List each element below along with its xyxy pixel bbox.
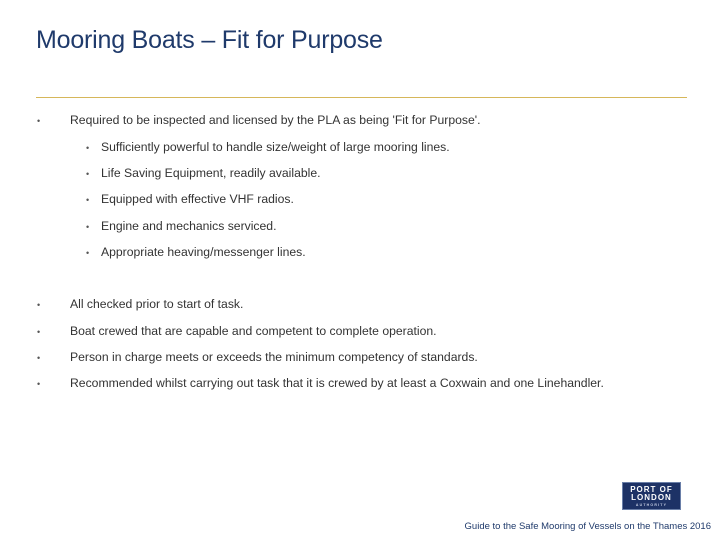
bullet-marker: • xyxy=(37,300,41,310)
bullet-marker: • xyxy=(86,169,90,179)
bullet-item-2: Boat crewed that are capable and competent to complete operation. xyxy=(70,324,437,338)
sub-bullet-3: Equipped with effective VHF radios. xyxy=(101,192,294,206)
bullet-marker: • xyxy=(37,327,41,337)
bullet-marker: • xyxy=(37,353,41,363)
bullet-marker: • xyxy=(86,143,90,153)
logo-line-1: PORT OF xyxy=(630,485,673,494)
sub-bullet-5: Appropriate heaving/messenger lines. xyxy=(101,245,306,259)
bullet-marker: • xyxy=(86,222,90,232)
logo-line-3: AUTHORITY xyxy=(635,503,668,507)
bullet-item-1: All checked prior to start of task. xyxy=(70,297,244,311)
bullet-marker: • xyxy=(86,195,90,205)
title-divider xyxy=(36,97,687,98)
logo-line-2: LONDON xyxy=(631,493,672,502)
slide-title: Mooring Boats – Fit for Purpose xyxy=(36,26,383,54)
port-of-london-authority-logo xyxy=(622,482,681,510)
slide-footer: Guide to the Safe Mooring of Vessels on the Thames 2016 xyxy=(464,521,711,532)
sub-bullet-4: Engine and mechanics serviced. xyxy=(101,219,277,233)
sub-bullet-2: Life Saving Equipment, readily available. xyxy=(101,166,321,180)
bullet-marker: • xyxy=(86,248,90,258)
bullet-marker: • xyxy=(37,379,41,389)
bullet-marker: • xyxy=(37,116,41,126)
sub-bullet-1: Sufficiently powerful to handle size/weight of large mooring lines. xyxy=(101,140,450,154)
bullet-item-4: Recommended whilst carrying out task that it is crewed by at least a Coxwain and one Linehandler. xyxy=(70,376,604,390)
bullet-item-3: Person in charge meets or exceeds the minimum competency of standards. xyxy=(70,350,478,364)
bullet-intro: Required to be inspected and licensed by the PLA as being 'Fit for Purpose'. xyxy=(70,113,481,127)
